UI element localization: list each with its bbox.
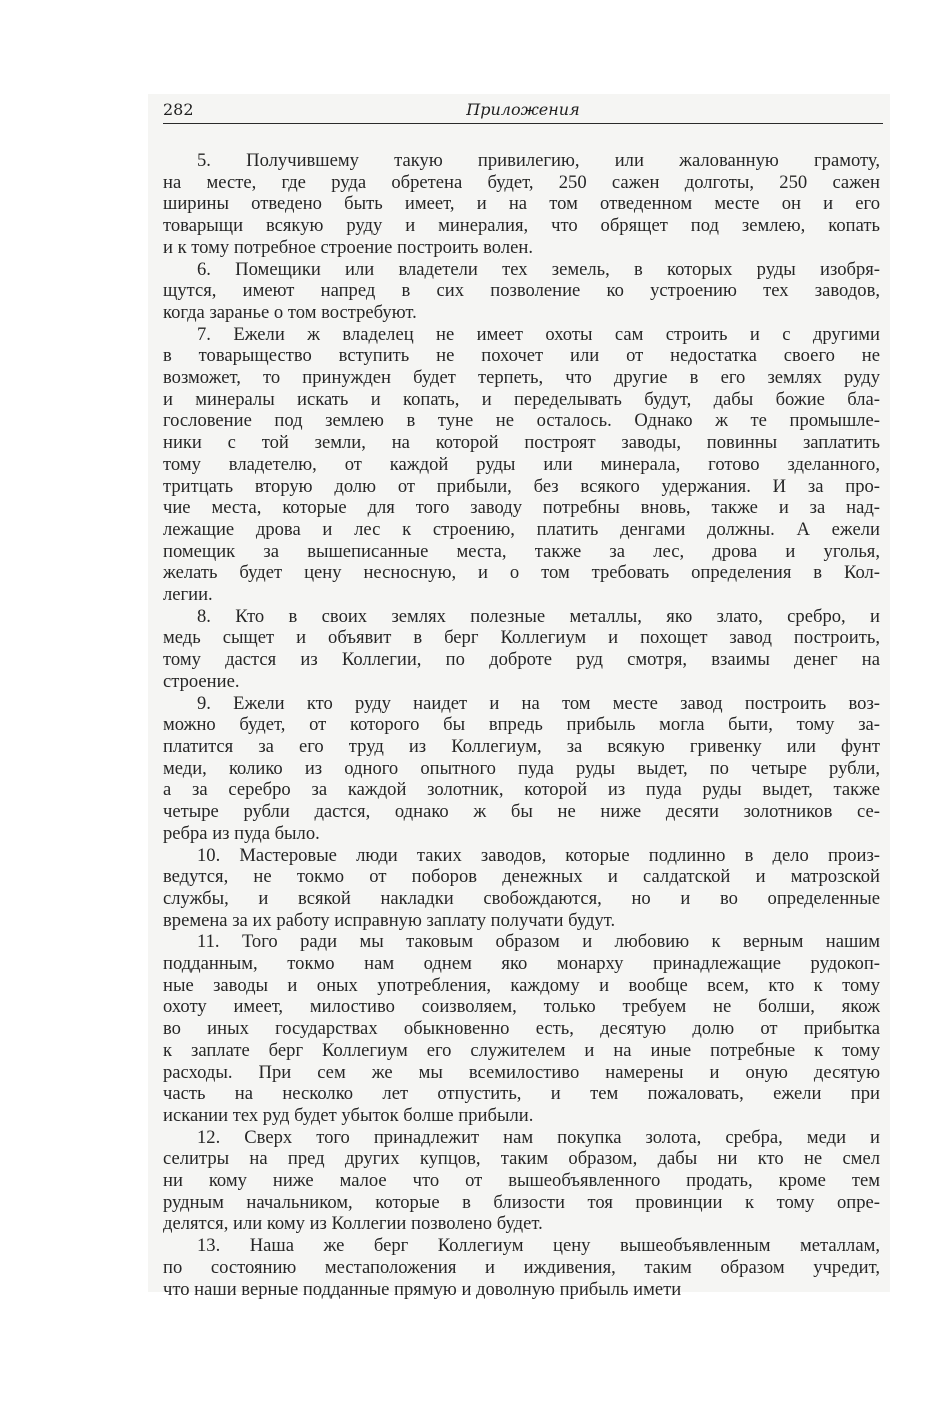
text-line: и к тому потребное строение построить волен.: [163, 236, 533, 258]
text-line: тому дастся из Коллегии, по доброте руд смотря, взаимы денег на: [163, 649, 880, 671]
text-line: часть на несколко лет отпустить, и тем пожаловать, ежели при: [163, 1083, 880, 1105]
text-line: 11. Того ради мы таковым образом и любовию к верным нашим: [197, 931, 880, 953]
text-line: селитры на пред других купцов, таким образом, дабы ни кто не смел: [163, 1148, 880, 1170]
text-line: гословение под землею в туне не осталось. Однако ж те промышле-: [163, 410, 880, 432]
text-line: платится за его труд из Коллегиум, за всякую гривенку или фунт: [163, 735, 880, 757]
text-line: меди, колико из одного опытного пуда руды выдет, по четыре рубли,: [163, 757, 880, 779]
text-line: охоту имеет, милостиво соизволяем, только требуем не болши, якож: [163, 996, 880, 1018]
paragraph: [163, 1235, 880, 1300]
text-line: что наши верные подданные прямую и доволную прибыль имети: [163, 1278, 682, 1300]
paragraph: [163, 1127, 880, 1236]
text-line: 10. Мастеровые люди таких заводов, которые подлинно в дело произ-: [197, 844, 880, 866]
text-line: четыре рубли дастся, однако ж бы не ниже десяти золотников се-: [163, 801, 880, 823]
text-line: когда заранье о том востребуют.: [163, 301, 417, 323]
text-line: делятся, или кому из Коллегии позволено будет.: [163, 1213, 543, 1235]
text-line: по состоянию местаположения и иждивения, таким образом учредит,: [163, 1256, 880, 1278]
text-line: ни кому ниже малое что от вышеобъявленного продать, кроме тем: [163, 1170, 880, 1192]
paragraph: [163, 606, 880, 693]
text-line: ные заводы и оных употребления, каждому и вообще всем, кто к тому: [163, 974, 880, 996]
paragraph: [163, 150, 880, 259]
text-line: 9. Ежели кто руду наидет и на том месте завод построить воз-: [197, 692, 880, 714]
running-title: Приложения: [466, 100, 580, 119]
text-line: ребра из пуда было.: [163, 822, 320, 844]
page-header: [163, 99, 883, 124]
text-line: щутся, имеют напред в сих позволение ко устроению тех заводов,: [163, 280, 880, 302]
text-line: медь сыщет и объявит в берг Коллегиум и похощет завод построить,: [163, 627, 880, 649]
text-line: службы, и всякой накладки свобождаются, но и во определенные: [163, 887, 880, 909]
text-line: лежащие дрова и лес к строению, платить денгами должны. А ежели: [163, 518, 880, 540]
paragraph: [163, 931, 880, 1126]
text-line: во иных государствах обыкновенно есть, десятую долю от прибытка: [163, 1018, 880, 1040]
paragraph: [163, 693, 880, 845]
text-line: рудным начальником, которые в близости тоя провинции к тому опре-: [163, 1191, 880, 1213]
text-line: 5. Получившему такую привилегию, или жалованную грамоту,: [197, 150, 880, 171]
text-line: искании тех руд будет убыток болше прибыли.: [163, 1104, 534, 1126]
text-line: чие места, которые для того заводу потребны вновь, также и за над-: [163, 497, 880, 519]
paragraph: [163, 259, 880, 324]
document-body: [163, 150, 880, 1300]
text-line: возможет, то принужден будет терпеть, что другие в его землях руду: [163, 367, 880, 389]
text-line: в товарыщество вступить не похочет или от недостатка своего не: [163, 345, 880, 367]
text-line: времена за их работу исправную заплату получати будут.: [163, 909, 616, 931]
text-line: 8. Кто в своих землях полезные металлы, яко злато, сребро, и: [197, 605, 880, 627]
text-line: к заплате берг Коллегиум его служителем и на иные потребные к тому: [163, 1039, 880, 1061]
text-line: ведутся, не токмо от поборов денежных и салдатской и матрозской: [163, 866, 880, 888]
text-line: расходы. При сем же мы всемилостиво намерены и оную десятую: [163, 1061, 880, 1083]
paragraph: [163, 324, 880, 606]
text-line: помещик за вышеписанные места, также за лес, дрова и уголья,: [163, 540, 880, 562]
text-line: 12. Сверх того принадлежит нам покупка золота, сребра, меди и: [197, 1126, 880, 1148]
text-line: ширины отведено быть имеет, и на том отведенном месте он и его: [163, 193, 880, 215]
text-line: ники с той земли, на которой построят заводы, повинны заплатить: [163, 432, 880, 454]
text-line: тому владетелю, от каждой руды или минерала, готово зделанного,: [163, 453, 880, 475]
text-line: легии.: [163, 584, 213, 606]
text-line: желать будет цену несносную, и о том требовать определения в Кол-: [163, 562, 880, 584]
text-line: и минералы искать и копать, и переделывать будут, дабы божие бла-: [163, 388, 880, 410]
text-line: подданным, токмо нам однем яко монарху принадлежащие рудокоп-: [163, 953, 880, 975]
text-line: строение.: [163, 670, 240, 692]
text-line: товарыщи всякую руду и минералия, что обрящет под землею, копать: [163, 215, 880, 237]
text-line: 13. Наша же берг Коллегиум цену вышеобъявленным металлам,: [197, 1235, 880, 1257]
text-line: на месте, где руда обретена будет, 250 сажен долготы, 250 сажен: [163, 171, 880, 193]
text-line: а за серебро за каждой золотник, которой из пуда руды выдет, также: [163, 779, 880, 801]
text-line: 7. Ежели ж владелец не имеет охоты сам строить и с другими: [197, 323, 880, 345]
text-line: тритцать вторую долю от прибыли, без всякого удержания. И за про-: [163, 475, 880, 497]
text-line: 6. Помещики или владетели тех земель, в которых руды изобря-: [197, 258, 880, 280]
paragraph: [163, 845, 880, 932]
page-number: 282: [163, 100, 194, 119]
text-line: можно будет, от которого бы впредь прибыль могла быти, тому за-: [163, 714, 880, 736]
